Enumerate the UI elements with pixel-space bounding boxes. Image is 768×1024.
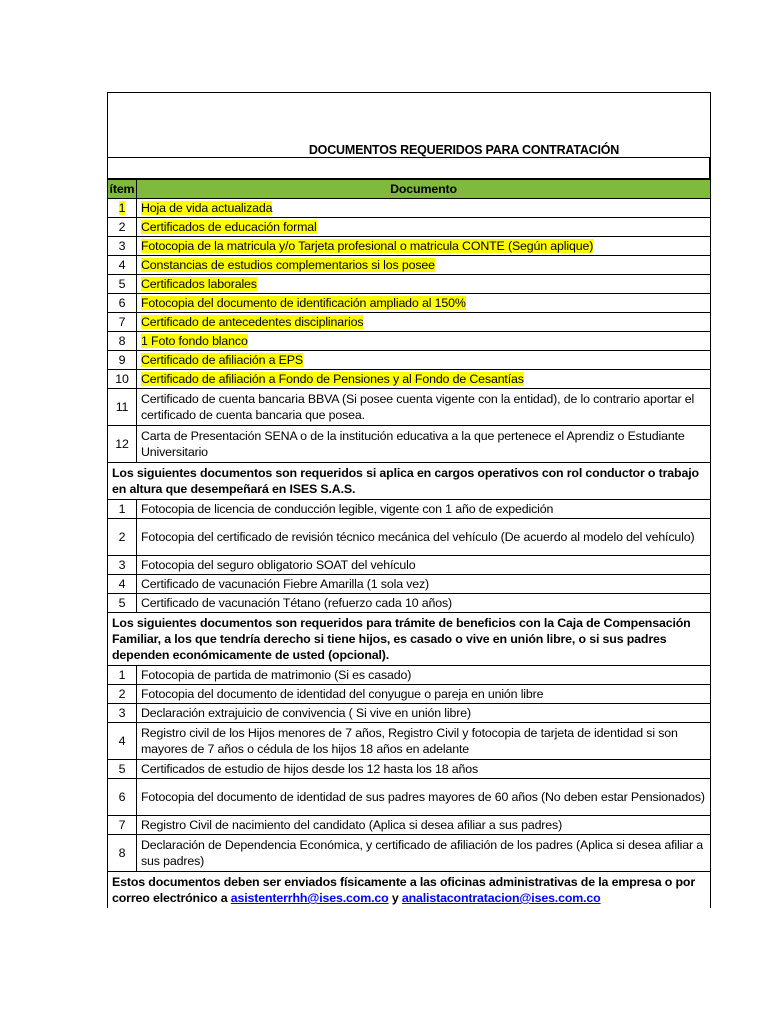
table-row — [108, 779, 711, 816]
item-number: 4 — [108, 575, 137, 594]
item-number: 8 — [108, 332, 137, 351]
table-row — [108, 275, 711, 294]
document-column-header: Documento — [137, 180, 711, 199]
item-number: 4 — [108, 723, 137, 760]
document-cell: Fotocopia de licencia de conducción legible, vigente con 1 año de expedición — [137, 500, 711, 519]
item-number: 7 — [108, 313, 137, 332]
item-number: 2 — [108, 519, 137, 556]
table-row — [108, 426, 711, 463]
requirements-table — [107, 179, 711, 908]
document-cell: Declaración de Dependencia Económica, y certificado de afiliación de los padres (Aplica si desea afiliar a sus padres) — [137, 835, 711, 872]
note-conductor: Los siguientes documentos son requeridos si aplica en cargos operativos con rol conductor o trabajo en altura que desempeñará en ISES S.A.S. — [108, 463, 711, 500]
document-cell: Certificados de educación formal — [137, 218, 711, 237]
item-column-header: ítem — [108, 180, 137, 199]
email-link-contratacion[interactable]: analistacontratacion@ises.com.co — [401, 891, 601, 905]
document-cell: Certificados de estudio de hijos desde los 12 hasta los 18 años — [137, 760, 711, 779]
footer-connector: y — [388, 891, 402, 905]
table-row — [108, 389, 711, 426]
document-cell: Certificado de afiliación a EPS — [137, 351, 711, 370]
item-number: 11 — [108, 389, 137, 426]
item-number: 1 — [108, 199, 137, 218]
item-number: 4 — [108, 256, 137, 275]
table-row — [108, 723, 711, 760]
document-cell: Fotocopia del documento de identidad del conyugue o pareja en unión libre — [137, 685, 711, 704]
section-note — [108, 463, 711, 500]
table-row — [108, 351, 711, 370]
item-number: 5 — [108, 760, 137, 779]
item-number: 5 — [108, 275, 137, 294]
document-cell: Certificado de vacunación Fiebre Amarilla (1 sola vez) — [137, 575, 711, 594]
item-number: 5 — [108, 594, 137, 613]
footer-row — [108, 872, 711, 909]
table-row — [108, 816, 711, 835]
document-cell: Fotocopia de partida de matrimonio (Si es casado) — [137, 666, 711, 685]
table-row — [108, 666, 711, 685]
table-row — [108, 594, 711, 613]
table-row — [108, 519, 711, 556]
document-cell: Certificado de antecedentes disciplinarios — [137, 313, 711, 332]
section-note — [108, 613, 711, 666]
document-cell: Hoja de vida actualizada — [137, 199, 711, 218]
table-row — [108, 218, 711, 237]
document-cell: Fotocopia del seguro obligatorio SOAT del vehículo — [137, 556, 711, 575]
item-number: 1 — [108, 666, 137, 685]
table-row — [108, 332, 711, 351]
item-number: 3 — [108, 704, 137, 723]
footer-note — [108, 872, 711, 909]
item-number: 10 — [108, 370, 137, 389]
document-cell: Fotocopia del documento de identificación ampliado al 150% — [137, 294, 711, 313]
document-cell: Carta de Presentación SENA o de la institución educativa a la que pertenece el Aprendiz o Estudiante Universitario — [137, 426, 711, 463]
item-number: 3 — [108, 556, 137, 575]
document-cell: Certificado de vacunación Tétano (refuerzo cada 10 años) — [137, 594, 711, 613]
table-row — [108, 199, 711, 218]
table-row — [108, 835, 711, 872]
document-cell: Fotocopia de la matricula y/o Tarjeta profesional o matricula CONTE (Según aplique) — [137, 237, 711, 256]
item-number: 12 — [108, 426, 137, 463]
document-cell: Registro Civil de nacimiento del candidato (Aplica si desea afiliar a sus padres) — [137, 816, 711, 835]
document-cell: Fotocopia del certificado de revisión técnico mecánica del vehículo (De acuerdo al modelo del vehículo) — [137, 519, 711, 556]
table-row — [108, 370, 711, 389]
document-cell: Registro civil de los Hijos menores de 7 años, Registro Civil y fotocopia de tarjeta de identidad si son mayores de 7 años o cédula de los hijos 18 años en adelante — [137, 723, 711, 760]
document-cell: Certificado de afiliación a Fondo de Pensiones y al Fondo de Cesantías — [137, 370, 711, 389]
item-number: 2 — [108, 685, 137, 704]
document-cell: Constancias de estudios complementarios si los posee — [137, 256, 711, 275]
spacer-row — [107, 157, 711, 179]
item-number: 6 — [108, 779, 137, 816]
page-title: DOCUMENTOS REQUERIDOS PARA CONTRATACIÓN — [308, 143, 620, 157]
table-row — [108, 704, 711, 723]
table-row — [108, 556, 711, 575]
email-link-rrhh[interactable]: asistenterrhh@ises.com.co — [230, 891, 389, 905]
item-number: 1 — [108, 500, 137, 519]
item-number: 2 — [108, 218, 137, 237]
title-block — [107, 92, 711, 157]
document-cell: 1 Foto fondo blanco — [137, 332, 711, 351]
item-number: 9 — [108, 351, 137, 370]
table-row — [108, 685, 711, 704]
item-number: 8 — [108, 835, 137, 872]
note-caja-compensacion: Los siguientes documentos son requeridos para trámite de beneficios con la Caja de Compensación Familiar, a los que tendría derecho si tiene hijos, es casado o vive en unión libre, o si sus padres dependen económicamente de usted (opcional). — [108, 613, 711, 666]
document-cell: Certificado de cuenta bancaria BBVA (Si posee cuenta vigente con la entidad), de lo contrario aportar el certificado de cuenta bancaria que posea. — [137, 389, 711, 426]
table-row — [108, 256, 711, 275]
table-header — [108, 180, 711, 199]
item-number: 6 — [108, 294, 137, 313]
table-row — [108, 575, 711, 594]
document-cell: Declaración extrajuicio de convivencia ( Si vive en unión libre) — [137, 704, 711, 723]
item-number: 3 — [108, 237, 137, 256]
document-sheet — [107, 92, 711, 908]
document-cell: Fotocopia del documento de identidad de sus padres mayores de 60 años (No deben estar Pensionados) — [137, 779, 711, 816]
document-cell: Certificados laborales — [137, 275, 711, 294]
table-row — [108, 500, 711, 519]
table-row — [108, 237, 711, 256]
footer-text: Estos documentos deben ser enviados físicamente a las oficinas administrativas de la empresa o por correo electrónico a — [112, 875, 696, 905]
table-row — [108, 294, 711, 313]
table-row — [108, 313, 711, 332]
table-row — [108, 760, 711, 779]
item-number: 7 — [108, 816, 137, 835]
